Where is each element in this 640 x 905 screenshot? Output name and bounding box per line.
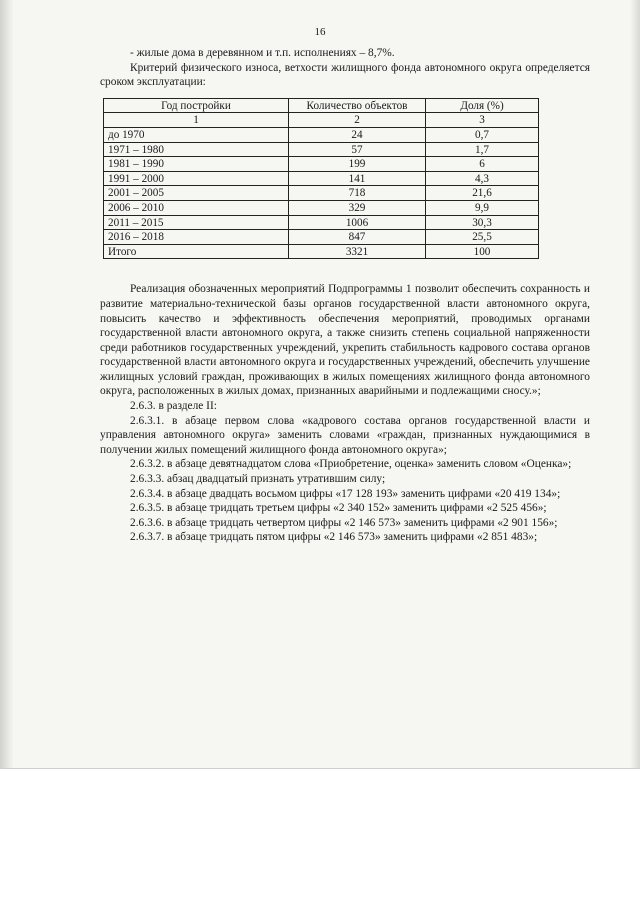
paragraph-2-6-3-1: 2.6.3.1. в абзаце первом слова «кадрового состава органов государственной власти и управления автономного округа» заменить словами «граждан, признанных нуждающимися в получении жилых помещений жилищного фонда автономного округа»; (100, 414, 590, 456)
table-cell: 0,7 (426, 127, 539, 142)
paragraph-implementation: Реализация обозначенных мероприятий Подпрограммы 1 позволит обеспечить сохранность и развитие материально-технической базы органов государственной власти автономного округа, повысить качество и эффективность обеспечения мероприятий, проводимых органами государственной власти автономного округа, а также снизить степень социальной напряженности среди работников государственных учреждений, укрепить стабильность кадрового состава органов государственной власти автономного округа и государственных учреждений, обеспечить улучшение жилищных условий граждан, проживающих в жилых помещениях жилищного фонда автономного округа, расположенных в жилых домах, признанных аварийными и подлежащими сносу.»; (100, 283, 590, 398)
table-row (104, 127, 539, 142)
column-number: 1 (104, 113, 289, 128)
table-cell: 1971 – 1980 (104, 142, 289, 157)
table-row (104, 157, 539, 172)
table-row (104, 186, 539, 201)
table-cell: 1981 – 1990 (104, 157, 289, 172)
table-cell: 6 (426, 157, 539, 172)
table-row (104, 200, 539, 215)
table-cell: 1006 (289, 215, 426, 230)
table-cell: 1991 – 2000 (104, 171, 289, 186)
table-cell: Итого (104, 244, 289, 259)
page-number: 16 (314, 26, 326, 38)
table-cell: 30,3 (426, 215, 539, 230)
table-cell: 199 (289, 157, 426, 172)
table-cell: 329 (289, 200, 426, 215)
table-cell: 2011 – 2015 (104, 215, 289, 230)
header-share: Доля (%) (426, 98, 539, 113)
table-cell: 21,6 (426, 186, 539, 201)
table-row (104, 171, 539, 186)
table-row (104, 142, 539, 157)
table-cell: до 1970 (104, 127, 289, 142)
table-cell: 57 (289, 142, 426, 157)
table-row (104, 230, 539, 245)
table-cell: 141 (289, 171, 426, 186)
building-age-table (103, 98, 539, 260)
paragraph-2-6-3-6: 2.6.3.6. в абзаце тридцать четвертом цифры «2 146 573» заменить цифрами «2 901 156»; (130, 516, 558, 529)
paragraph-2-6-3-7: 2.6.3.7. в абзаце тридцать пятом цифры «2 146 573» заменить цифрами «2 851 483»; (130, 531, 538, 544)
table-cell: 25,5 (426, 230, 539, 245)
table-cell: 1,7 (426, 142, 539, 157)
intro-line-2: Критерий физического износа, ветхости жилищного фонда автономного округа определяется сроком эксплуатации: (100, 61, 590, 89)
paragraph-2-6-3: 2.6.3. в разделе II: (130, 400, 217, 413)
table-row (104, 215, 539, 230)
table-cell: 2001 – 2005 (104, 186, 289, 201)
table-total-row (104, 244, 539, 259)
table-cell: 24 (289, 127, 426, 142)
table-column-number-row (104, 113, 539, 128)
table-cell: 2006 – 2010 (104, 200, 289, 215)
table-cell: 847 (289, 230, 426, 245)
table-cell: 100 (426, 244, 539, 259)
column-number: 3 (426, 113, 539, 128)
paragraph-2-6-3-4: 2.6.3.4. в абзаце двадцать восьмом цифры «17 128 193» заменить цифрами «20 419 134»; (130, 487, 561, 500)
header-year: Год постройки (104, 98, 289, 113)
table-header-row (104, 98, 539, 113)
paragraph-2-6-3-5: 2.6.3.5. в абзаце тридцать третьем цифры «2 340 152» заменить цифрами «2 525 456»; (130, 502, 547, 515)
column-number: 2 (289, 113, 426, 128)
paragraph-2-6-3-2: 2.6.3.2. в абзаце девятнадцатом слова «Приобретение, оценка» заменить словом «Оценка»; (130, 458, 572, 471)
intro-line-1: - жилые дома в деревянном и т.п. исполнениях – 8,7%. (130, 47, 395, 59)
table-cell: 9,9 (426, 200, 539, 215)
header-count: Количество объектов (289, 98, 426, 113)
table-cell: 4,3 (426, 171, 539, 186)
table-cell: 718 (289, 186, 426, 201)
document-body (100, 46, 590, 545)
table-cell: 3321 (289, 244, 426, 259)
table-cell: 2016 – 2018 (104, 230, 289, 245)
paragraph-2-6-3-3: 2.6.3.3. абзац двадцатый признать утратившим силу; (130, 473, 386, 486)
